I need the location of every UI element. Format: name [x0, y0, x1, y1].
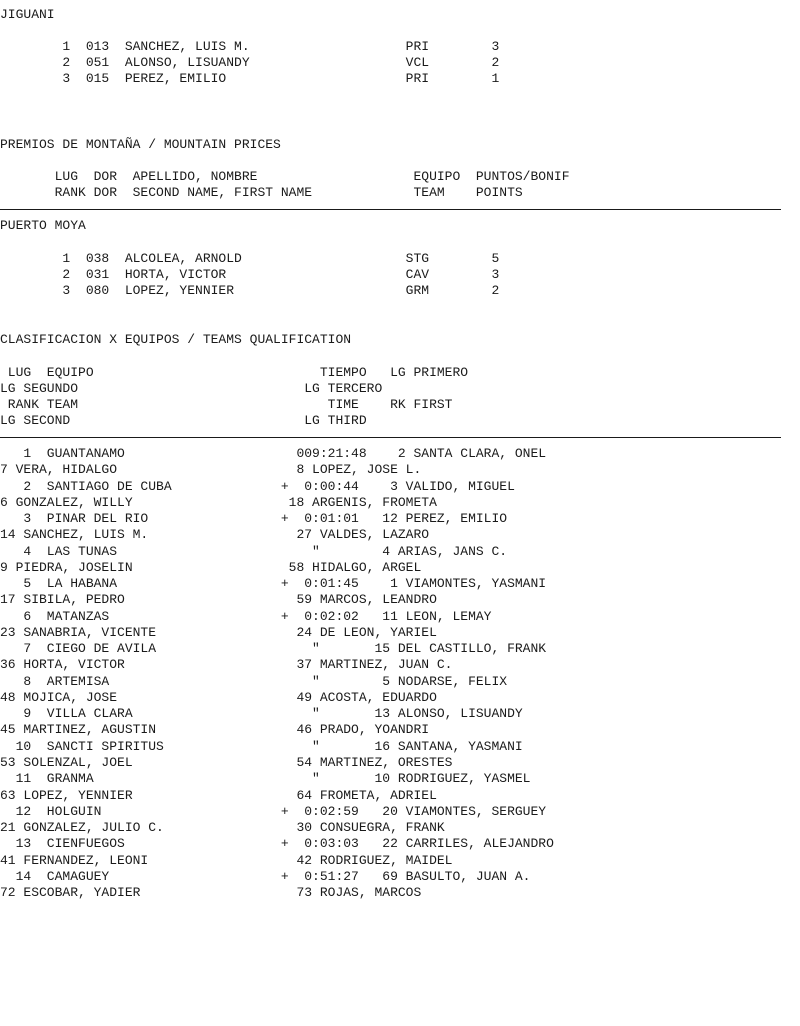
team-row-riders: 45 MARTINEZ, AGUSTIN 46 PRADO, YOANDRI	[0, 722, 430, 737]
jiguani-row: 3 015 PEREZ, EMILIO PRI 1	[0, 71, 500, 86]
mountain-row: 1 038 ALCOLEA, ARNOLD STG 5	[0, 251, 500, 266]
section-heading-teams: CLASIFICACION X EQUIPOS / TEAMS QUALIFICATION	[0, 332, 352, 347]
team-row: 8 ARTEMISA " 5 NODARSE, FELIX	[0, 674, 508, 689]
mountain-row: 3 080 LOPEZ, YENNIER GRM 2	[0, 283, 500, 298]
team-row: 5 LA HABANA + 0:01:45 1 VIAMONTES, YASMANI	[0, 576, 547, 591]
team-row-riders: 41 FERNANDEZ, LEONI 42 RODRIGUEZ, MAIDEL	[0, 853, 453, 868]
team-row-riders: 14 SANCHEZ, LUIS M. 27 VALDES, LAZARO	[0, 527, 430, 542]
team-row-riders: 6 GONZALEZ, WILLY 18 ARGENIS, FROMETA	[0, 495, 437, 510]
teams-header-line: LUG EQUIPO TIEMPO LG PRIMERO	[0, 365, 469, 380]
team-row: 12 HOLGUIN + 0:02:59 20 VIAMONTES, SERGUEY	[0, 804, 547, 819]
team-row: 6 MATANZAS + 0:02:02 11 LEON, LEMAY	[0, 609, 492, 624]
team-row-riders: 21 GONZALEZ, JULIO C. 30 CONSUEGRA, FRANK	[0, 820, 445, 835]
team-row: 10 SANCTI SPIRITUS " 16 SANTANA, YASMANI	[0, 739, 523, 754]
team-row: 3 PINAR DEL RIO + 0:01:01 12 PEREZ, EMILIO	[0, 511, 508, 526]
team-row: 9 VILLA CLARA " 13 ALONSO, LISUANDY	[0, 706, 523, 721]
team-row-riders: 36 HORTA, VICTOR 37 MARTINEZ, JUAN C.	[0, 657, 453, 672]
team-row-riders: 17 SIBILA, PEDRO 59 MARCOS, LEANDRO	[0, 592, 437, 607]
team-row: 13 CIENFUEGOS + 0:03:03 22 CARRILES, ALEJANDRO	[0, 836, 554, 851]
team-row-riders: 7 VERA, HIDALGO 8 LOPEZ, JOSE L.	[0, 462, 422, 477]
mountain-row: 2 031 HORTA, VICTOR CAV 3	[0, 267, 500, 282]
team-row: 2 SANTIAGO DE CUBA + 0:00:44 3 VALIDO, MIGUEL	[0, 479, 515, 494]
mountain-header-es: LUG DOR APELLIDO, NOMBRE EQUIPO PUNTOS/BONIF	[0, 169, 570, 184]
section-heading-jiguani: JIGUANI	[0, 7, 55, 22]
teams-header-line: LG SEGUNDO LG TERCERO	[0, 381, 383, 396]
team-row-riders: 48 MOJICA, JOSE 49 ACOSTA, EDUARDO	[0, 690, 437, 705]
jiguani-row: 2 051 ALONSO, LISUANDY VCL 2	[0, 55, 500, 70]
divider	[0, 209, 781, 210]
team-row: 1 GUANTANAMO 009:21:48 2 SANTA CLARA, ONEL	[0, 446, 547, 461]
team-row: 7 CIEGO DE AVILA " 15 DEL CASTILLO, FRANK	[0, 641, 547, 656]
team-row: 14 CAMAGUEY + 0:51:27 69 BASULTO, JUAN A.	[0, 869, 531, 884]
divider	[0, 437, 781, 438]
mountain-header-en: RANK DOR SECOND NAME, FIRST NAME TEAM POINTS	[0, 185, 523, 200]
team-row-riders: 9 PIEDRA, JOSELIN 58 HIDALGO, ARGEL	[0, 560, 422, 575]
team-row-riders: 72 ESCOBAR, YADIER 73 ROJAS, MARCOS	[0, 885, 422, 900]
teams-header-line: RANK TEAM TIME RK FIRST	[0, 397, 453, 412]
team-row: 11 GRANMA " 10 RODRIGUEZ, YASMEL	[0, 771, 531, 786]
team-row: 4 LAS TUNAS " 4 ARIAS, JANS C.	[0, 544, 508, 559]
jiguani-row: 1 013 SANCHEZ, LUIS M. PRI 3	[0, 39, 500, 54]
team-row-riders: 23 SANABRIA, VICENTE 24 DE LEON, YARIEL	[0, 625, 437, 640]
team-row-riders: 53 SOLENZAL, JOEL 54 MARTINEZ, ORESTES	[0, 755, 453, 770]
team-row-riders: 63 LOPEZ, YENNIER 64 FROMETA, ADRIEL	[0, 788, 437, 803]
section-heading-mountain: PREMIOS DE MONTAÑA / MOUNTAIN PRICES	[0, 137, 281, 152]
mountain-stage-name: PUERTO MOYA	[0, 218, 86, 233]
teams-header-line: LG SECOND LG THIRD	[0, 413, 367, 428]
